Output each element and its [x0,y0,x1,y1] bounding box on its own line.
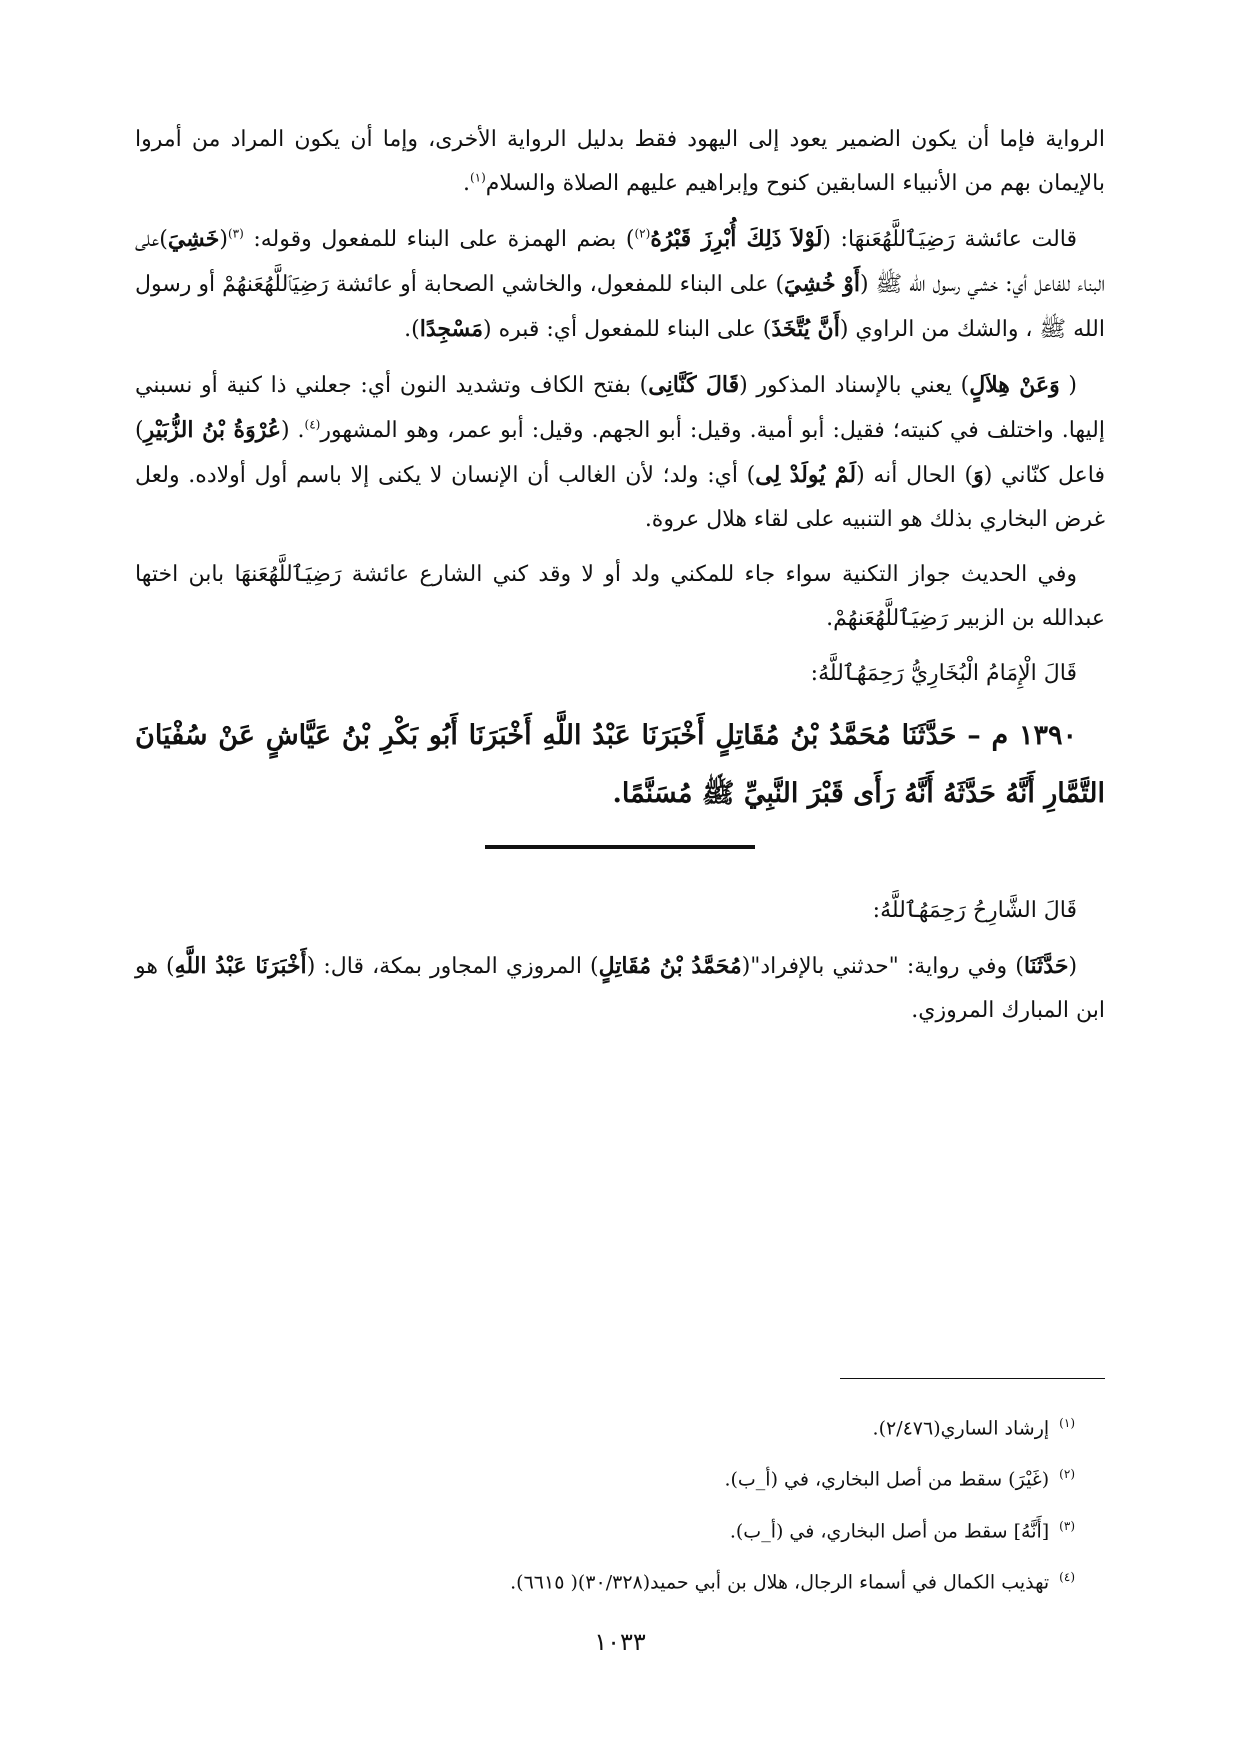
p2-text-h: ). [404,317,420,342]
p2-bold-3: أَوْ خُشِيَ [784,271,861,297]
paragraph-1 [135,118,1105,206]
p2-bold-4: أَنَّ يُتَّخَذَ [771,316,840,342]
p3-bold-5: لَمْ يُولَدْ لِى [755,462,857,488]
footnote-number: (٤) [1059,1569,1075,1584]
p3-bold-1: وَعَنْ هِلاَلٍ [969,372,1060,398]
footnote-number: (٢) [1059,1467,1075,1482]
footnote-text: إرشاد الساري(٢/٤٧٦). [872,1417,1050,1440]
section-heading-sharih: قَالَ الشَّارِحُ رَحِمَهُٱللَّهُ: [872,898,1077,923]
p3-bold-2: قَالَ كَنَّانِى [648,372,740,398]
footnote-divider [840,1378,1105,1379]
p3-text-e: . ( [280,418,305,443]
footnote-4 [135,1554,1075,1605]
section-heading-bukhari: قَالَ الْإِمَامُ الْبُخَارِيُّ رَحِمَهُٱللَّهُ: [810,661,1077,686]
footnote-number: (٣) [1059,1518,1075,1533]
paragraph-1-end: . [462,171,470,196]
hadith-text: ١٣٩٠ م – حَدَّثَنَا مُحَمَّدُ بْنُ مُقَاتِلٍ أَخْبَرَنَا عَبْدُ اللَّهِ أَخْبَرَنَا أَبُو بَكْرِ بْنُ عَيَّاشٍ عَنْ سُفْيَانَ التَّمَّارِ أَنَّهُ حَدَّثَهُ أَنَّهُ رَأَى قَبْرَ النَّبِيِّ ﷺ مُسَنَّمًا. [135,720,1105,809]
p3-text-c: ) يعني بالإسناد المذكور ( [739,373,970,398]
p2-text-f: ) على البناء للمفعول، والخاشي الصحابة أو عائشة رَضِيَٱللَّهُعَنهُمْ أو رسول الله ﷺ ، والشك من الراوي ( [135,272,1105,342]
p2-text-d: ( [219,227,228,252]
p5-text-d: ) المروزي المجاور بمكة، قال: ( [306,954,599,979]
footnote-ref-1[interactable]: (١) [469,170,486,185]
paragraph-1-text: الرواية فإما أن يكون الضمير يعود إلى اليهود فقط بدليل الرواية الأخرى، وإما أن يكون المراد من أمروا بالإيمان بهم من الأنبياء السابقين كنوح وإبراهيم عليهم الصلاة والسلام [135,127,1105,196]
footnote-ref-4[interactable]: (٤) [304,417,321,432]
p2-bold-5: مَسْجِدًا [419,316,483,342]
footnote-ref-2[interactable]: (٢) [634,226,651,241]
paragraph-2 [135,217,1105,352]
footnote-3 [135,1503,1075,1554]
p5-bold-1: حَدَّثَنَا [1023,953,1069,979]
footnotes [135,1400,1075,1605]
p5-bold-2: مُحَمَّدُ بْنُ مُقَاتِلٍ [598,953,742,979]
paragraph-5 [135,944,1105,1033]
separator-line [485,845,755,849]
p2-bold-1: لَوْلاَ ذَلِكَ أُبْرِزَ قَبْرُهُ [650,226,823,252]
p2-text-e: )على البناء للفاعل أي: خشي رسول الله ﷺ ( [135,227,1105,297]
p3-bold-3: عُرْوَةُ بْنُ الزُّبَيْرِ [143,417,281,443]
main-text [135,118,1105,1044]
p5-text-e: ) هو ابن المبارك المروزي. [135,954,1105,1023]
p3-text-g: ) الحال أنه ( [856,463,974,488]
footnote-text: تهذيب الكمال في أسماء الرجال، هلال بن أبي حميد(٣٠/٣٢٨)( ٦٦١٥). [510,1571,1050,1594]
paragraph-4: وفي الحديث جواز التكنية سواء جاء للمكني ولد أو لا وقد كني الشارع عائشة رَضِيَٱللَّهُعَنهَا بابن اختها عبدالله بن الزبير رَضِيَٱللَّهُعَنهُمْ. [135,562,1105,631]
footnote-text: (غَيْرَ) سقط من أصل البخاري، في (أ_ب). [724,1468,1050,1491]
p5-bold-3: أَخْبَرَنَا عَبْدُ اللَّهِ [174,953,307,979]
p3-text-d: ) بفتح الكاف وتشديد النون أي: جعلني ذا كنية أو نسبني إليها. واختلف في كنيته؛ فقيل: أبو أمية. وقيل: أبو الجهم. وقيل: أبو عمر، وهو المشهور [135,373,1105,443]
page-number: ١٠٣٣ [594,1628,646,1656]
p3-text-h: ) أي: ولد؛ لأن الغالب أن الإنسان لا يكنى إلا باسم أول أولاده. ولعل غرض البخاري بذلك هو التنبيه على لقاء هلال عروة. [135,463,1105,532]
p3-text-a: ( [1059,373,1078,398]
footnote-2 [135,1451,1075,1502]
p2-text-c: ) بضم الهمزة على البناء للمفعول وقوله: [243,227,635,252]
p5-text-c: ) وفي رواية: "حدثني بالإفراد"( [741,954,1024,979]
footnote-ref-3[interactable]: (٣) [227,226,244,241]
footnote-number: (١) [1059,1416,1075,1430]
p3-bold-4: وَ [973,462,984,488]
p2-bold-2: خَشِيَ [167,226,220,252]
p3-text-f: ) فاعل كنّاني ( [135,418,1105,488]
p5-text-a: ( [1068,954,1078,979]
paragraph-3 [135,363,1105,542]
footnote-text: [أَنَّهُ] سقط من أصل البخاري، في (أ_ب). [729,1519,1050,1542]
p2-text-g: ) على البناء للمفعول أي: قبره ( [483,317,772,342]
footnote-1 [135,1400,1075,1451]
p2-text-a: قالت عائشة رَضِيَٱللَّهُعَنهَا: ( [822,227,1078,252]
